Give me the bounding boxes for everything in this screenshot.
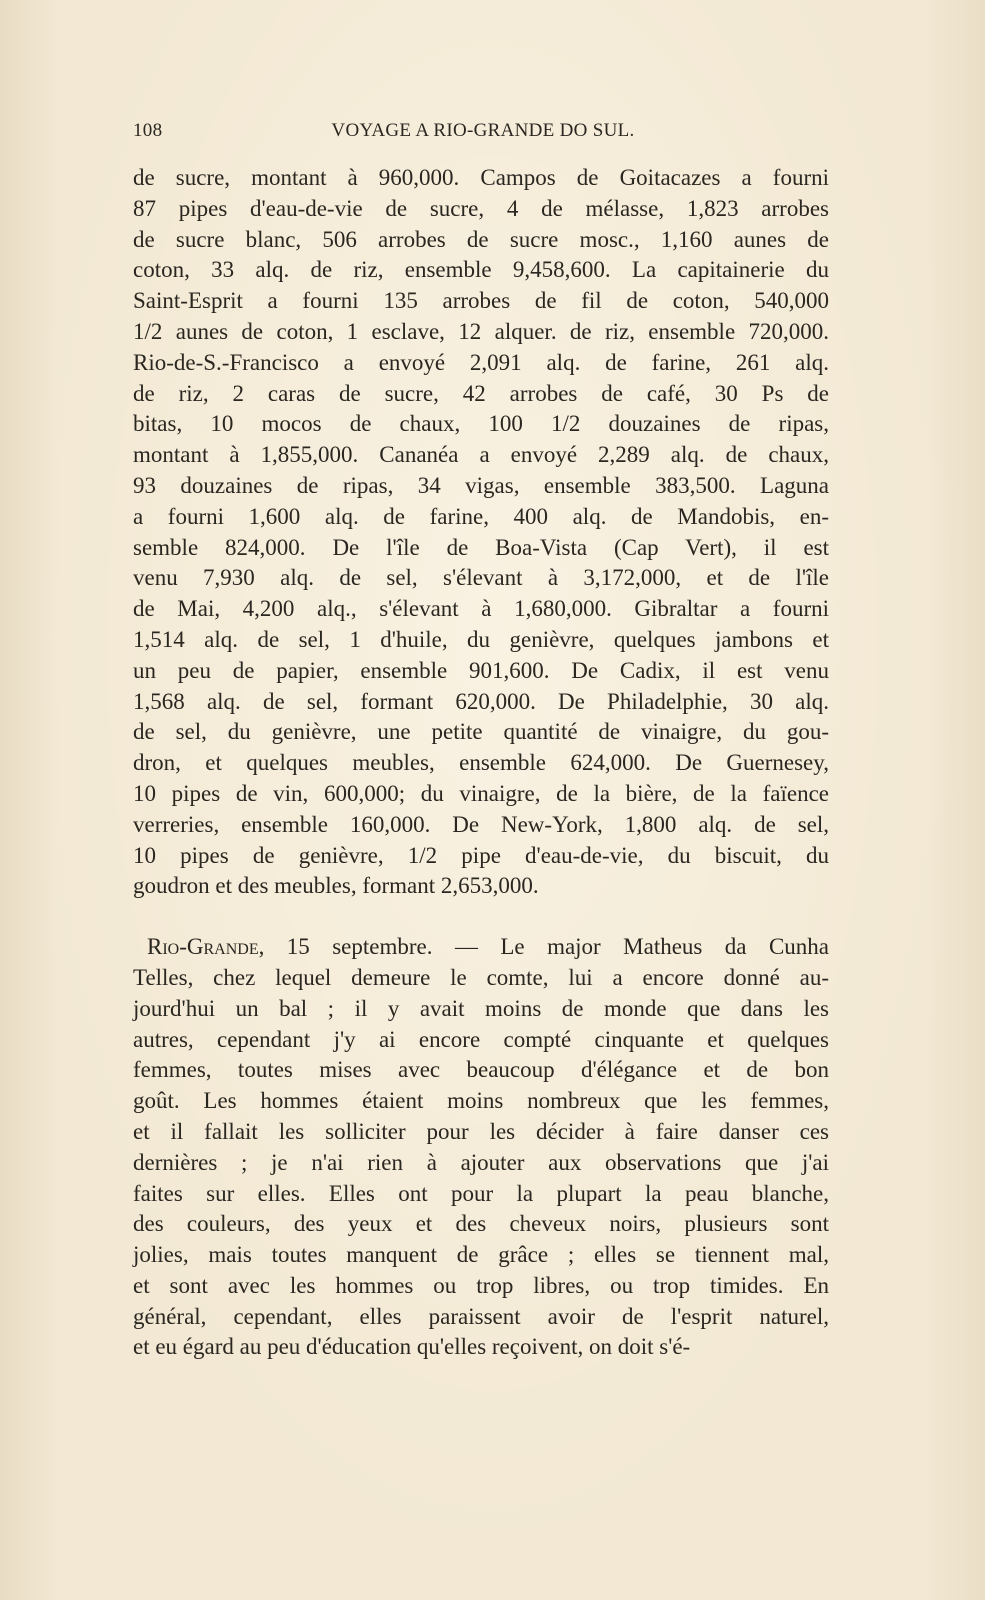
text-line: et eu égard au peu d'éducation qu'elles reçoivent, on doit s'é- bbox=[133, 1334, 691, 1360]
text-line: a fourni 1,600 alq. de farine, 400 alq. de Mandobis, en- bbox=[133, 503, 829, 529]
text-line: goût. Les hommes étaient moins nombreux que les femmes, bbox=[133, 1088, 829, 1114]
text-line: montant à 1,855,000. Cananéa a envoyé 2,289 alq. de chaux, bbox=[133, 442, 829, 468]
text-line bbox=[133, 932, 829, 963]
text-line: jourd'hui un bal ; il y avait moins de monde que dans les bbox=[133, 995, 829, 1021]
text-line: général, cependant, elles paraissent avoir de l'esprit naturel, bbox=[133, 1303, 829, 1329]
text-line-rest: , 15 septembre. — Le major Matheus da Cunha bbox=[258, 934, 829, 960]
text-line: de sel, du genièvre, une petite quantité de vinaigre, du gou- bbox=[133, 719, 829, 745]
text-line: coton, 33 alq. de riz, ensemble 9,458,600. La capitainerie du bbox=[133, 257, 829, 283]
text-line: verreries, ensemble 160,000. De New-York, 1,800 alq. de sel, bbox=[133, 811, 829, 837]
text-line: dernières ; je n'ai rien à ajouter aux observations que j'ai bbox=[133, 1149, 829, 1175]
text-line: venu 7,930 alq. de sel, s'élevant à 3,172,000, et de l'île bbox=[133, 565, 829, 591]
page-number: 108 bbox=[133, 120, 163, 141]
text-line: 10 pipes de genièvre, 1/2 pipe d'eau-de-vie, du biscuit, du bbox=[133, 842, 829, 868]
text-line: 10 pipes de vin, 600,000; du vinaigre, de la bière, de la faïence bbox=[133, 780, 829, 806]
text-line: faites sur elles. Elles ont pour la plupart la peau blanche, bbox=[133, 1180, 829, 1206]
text-line: de riz, 2 caras de sucre, 42 arrobes de café, 30 Ps de bbox=[133, 380, 829, 406]
text-line: et sont avec les hommes ou trop libres, ou trop timides. En bbox=[133, 1272, 829, 1298]
text-line: dron, et quelques meubles, ensemble 624,000. De Guernesey, bbox=[133, 750, 829, 776]
text-line: de sucre, montant à 960,000. Campos de Goitacazes a fourni bbox=[133, 165, 829, 190]
text-line: des couleurs, des yeux et des cheveux noirs, plusieurs sont bbox=[133, 1211, 829, 1237]
text-line: femmes, toutes mises avec beaucoup d'élégance et de bon bbox=[133, 1057, 829, 1083]
place-name: Rio-Grande bbox=[147, 934, 259, 960]
paragraph-trade-list bbox=[133, 163, 829, 902]
text-line: bitas, 10 mocos de chaux, 100 1/2 douzaines de ripas, bbox=[133, 411, 829, 437]
text-line: 1,514 alq. de sel, 1 d'huile, du genièvre, quelques jambons et bbox=[133, 626, 829, 652]
text-line: Telles, chez lequel demeure le comte, lui a encore donné au- bbox=[133, 964, 829, 990]
text-line: goudron et des meubles, formant 2,653,000. bbox=[133, 873, 539, 899]
paragraph-ball-account bbox=[133, 932, 829, 1363]
body-text bbox=[133, 163, 829, 1363]
text-line: semble 824,000. De l'île de Boa-Vista (Cap Vert), il est bbox=[133, 534, 829, 560]
running-head bbox=[133, 120, 833, 144]
text-line: Rio-de-S.-Francisco a envoyé 2,091 alq. de farine, 261 alq. bbox=[133, 349, 829, 375]
paragraph-gap bbox=[133, 902, 829, 932]
text-line: et il fallait les solliciter pour les décider à faire danser ces bbox=[133, 1118, 829, 1144]
text-line: 87 pipes d'eau-de-vie de sucre, 4 de mélasse, 1,823 arrobes bbox=[133, 195, 829, 221]
running-title: VOYAGE A RIO-GRANDE DO SUL. bbox=[331, 120, 635, 141]
text-line: 1/2 aunes de coton, 1 esclave, 12 alquer. de riz, ensemble 720,000. bbox=[133, 318, 829, 344]
text-line: de Mai, 4,200 alq., s'élevant à 1,680,000. Gibraltar a fourni bbox=[133, 596, 829, 622]
text-line: Saint-Esprit a fourni 135 arrobes de fil de coton, 540,000 bbox=[133, 288, 829, 314]
text-line: jolies, mais toutes manquent de grâce ; elles se tiennent mal, bbox=[133, 1242, 829, 1268]
text-line: un peu de papier, ensemble 901,600. De Cadix, il est venu bbox=[133, 657, 829, 683]
text-line: de sucre blanc, 506 arrobes de sucre mosc., 1,160 aunes de bbox=[133, 226, 829, 252]
text-line: 93 douzaines de ripas, 34 vigas, ensemble 383,500. Laguna bbox=[133, 472, 829, 498]
text-line: 1,568 alq. de sel, formant 620,000. De Philadelphie, 30 alq. bbox=[133, 688, 829, 714]
text-line: autres, cependant j'y ai encore compté cinquante et quelques bbox=[133, 1026, 829, 1052]
